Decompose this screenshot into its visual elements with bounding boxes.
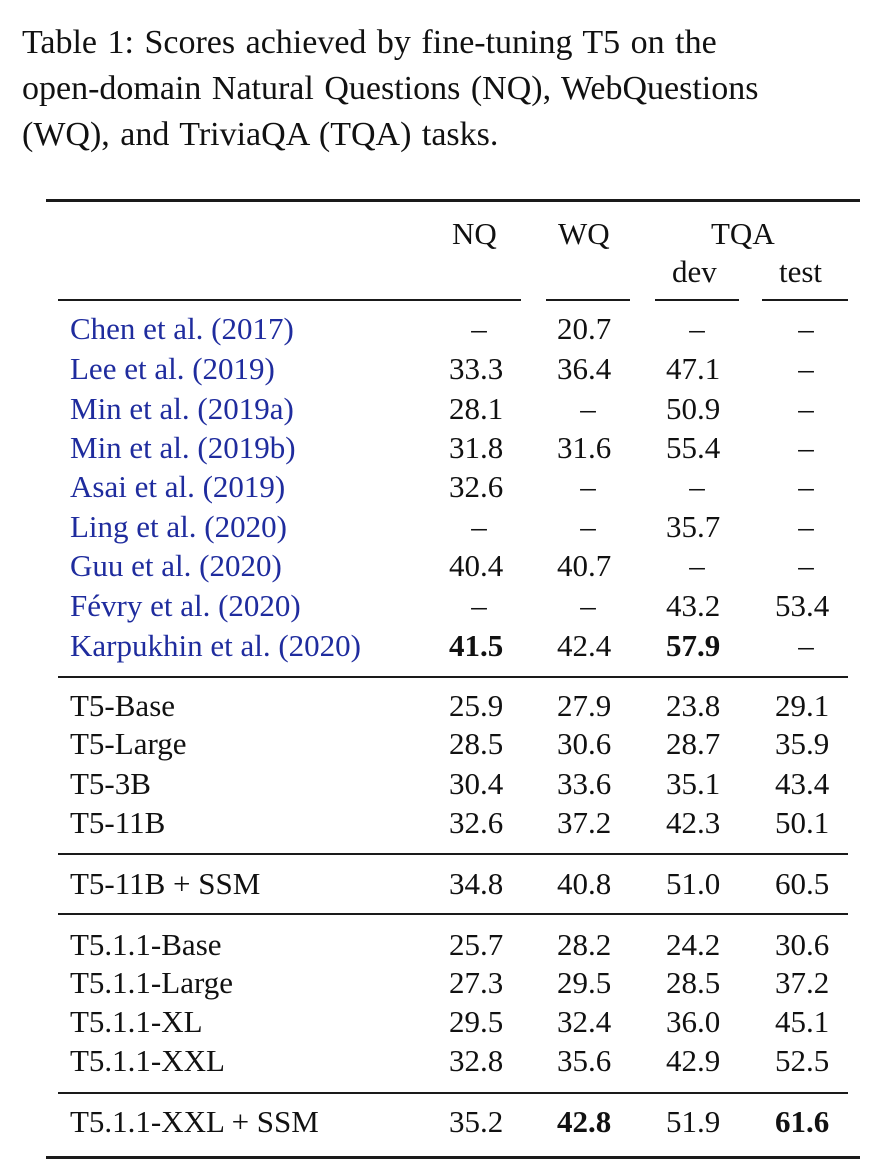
cell-nq: – [471, 588, 487, 623]
cell-test: 29.1 [775, 688, 830, 723]
caption-line-3: (WQ), and TriviaQA (TQA) tasks. [22, 116, 499, 153]
header-rule-label [58, 299, 440, 301]
row-label: T5-11B [70, 805, 166, 840]
table-row [0, 864, 887, 904]
header-test: test [779, 254, 823, 289]
citation-link[interactable]: Chen et al. (2017) [70, 311, 294, 346]
header-dev: dev [672, 254, 717, 289]
cell-wq: 28.2 [557, 927, 612, 962]
citation-link[interactable]: Min et al. (2019b) [70, 430, 296, 465]
row-label: T5.1.1-XXL + SSM [70, 1104, 319, 1139]
cell-wq: 31.6 [557, 430, 612, 465]
cell-dev: 35.7 [666, 509, 721, 544]
cell-nq: 25.7 [449, 927, 504, 962]
header-rule-test [762, 299, 848, 301]
cell-nq: 41.5 [449, 628, 504, 663]
cell-test: – [798, 628, 814, 663]
cell-nq: 28.1 [449, 391, 504, 426]
cell-nq: 34.8 [449, 866, 504, 901]
cell-nq: 28.5 [449, 726, 504, 761]
cell-wq: 42.8 [557, 1104, 612, 1139]
caption-line-2: open-domain Natural Questions (NQ), WebQuestions [22, 70, 759, 107]
cell-nq: 27.3 [449, 965, 504, 1000]
citation-link[interactable]: Asai et al. (2019) [70, 469, 286, 504]
row-label: T5.1.1-XXL [70, 1043, 225, 1078]
row-label: T5-3B [70, 766, 151, 801]
table-row [0, 1102, 887, 1142]
cell-dev: 28.7 [666, 726, 721, 761]
header-tqa: TQA [711, 216, 775, 251]
cell-test: – [798, 469, 814, 504]
table-row [0, 925, 887, 965]
cell-nq: 29.5 [449, 1004, 504, 1039]
row-label: T5.1.1-Large [70, 965, 233, 1000]
citation-link[interactable]: Guu et al. (2020) [70, 548, 282, 583]
cell-dev: 28.5 [666, 965, 721, 1000]
table-row [0, 803, 887, 843]
table-row [0, 1002, 887, 1042]
header-wq: WQ [558, 216, 610, 251]
cell-test: 52.5 [775, 1043, 830, 1078]
cell-test: – [798, 548, 814, 583]
citation-link[interactable]: Lee et al. (2019) [70, 351, 275, 386]
cell-dev: 42.9 [666, 1043, 721, 1078]
cell-dev: 51.9 [666, 1104, 721, 1139]
table-row [0, 507, 887, 547]
table-top-rule [46, 199, 860, 202]
cell-test: 50.1 [775, 805, 830, 840]
cell-dev: 57.9 [666, 628, 721, 663]
table-row [0, 626, 887, 666]
cell-wq: 36.4 [557, 351, 612, 386]
cell-nq: 32.8 [449, 1043, 504, 1078]
cell-dev: 51.0 [666, 866, 721, 901]
row-label: T5-Base [70, 688, 176, 723]
table-row [0, 389, 887, 429]
table-row [0, 724, 887, 764]
cell-dev: 23.8 [666, 688, 721, 723]
cell-test: 60.5 [775, 866, 830, 901]
cell-nq: 33.3 [449, 351, 504, 386]
cell-wq: 35.6 [557, 1043, 612, 1078]
cell-wq: 32.4 [557, 1004, 612, 1039]
cell-dev: 43.2 [666, 588, 721, 623]
table-row [0, 686, 887, 726]
cell-test: 43.4 [775, 766, 830, 801]
cell-dev: 42.3 [666, 805, 721, 840]
cell-test: – [798, 430, 814, 465]
citation-link[interactable]: Ling et al. (2020) [70, 509, 287, 544]
cell-wq: 37.2 [557, 805, 612, 840]
cell-wq: 40.7 [557, 548, 612, 583]
cell-test: 53.4 [775, 588, 830, 623]
cell-wq: – [580, 391, 596, 426]
group-separator-rule [58, 853, 848, 855]
header-rule-dev [655, 299, 739, 301]
cell-nq: 40.4 [449, 548, 504, 583]
cell-test: 30.6 [775, 927, 830, 962]
cell-dev: 24.2 [666, 927, 721, 962]
cell-dev: – [689, 548, 705, 583]
group-separator-rule [58, 676, 848, 678]
row-label: T5-11B + SSM [70, 866, 261, 901]
cell-dev: 55.4 [666, 430, 721, 465]
cell-test: – [798, 311, 814, 346]
cell-test: – [798, 351, 814, 386]
cell-nq: – [471, 509, 487, 544]
table-row [0, 764, 887, 804]
header-rule-wq [546, 299, 630, 301]
cell-nq: 31.8 [449, 430, 504, 465]
caption-line-1: Table 1: Scores achieved by fine-tuning T5 on the [22, 24, 717, 61]
table-row [0, 586, 887, 626]
cell-nq: – [471, 311, 487, 346]
cell-test: 35.9 [775, 726, 830, 761]
cell-test: 37.2 [775, 965, 830, 1000]
header-nq: NQ [452, 216, 497, 251]
table-row [0, 963, 887, 1003]
cell-wq: 29.5 [557, 965, 612, 1000]
cell-wq: 33.6 [557, 766, 612, 801]
header-rule-nq [437, 299, 521, 301]
citation-link[interactable]: Karpukhin et al. (2020) [70, 628, 361, 663]
table-row [0, 349, 887, 389]
cell-dev: 50.9 [666, 391, 721, 426]
cell-dev: 35.1 [666, 766, 721, 801]
cell-wq: 40.8 [557, 866, 612, 901]
cell-test: 61.6 [775, 1104, 830, 1139]
citation-link[interactable]: Min et al. (2019a) [70, 391, 294, 426]
cell-test: – [798, 391, 814, 426]
cell-test: 45.1 [775, 1004, 830, 1039]
table-row [0, 467, 887, 507]
cell-nq: 25.9 [449, 688, 504, 723]
group-separator-rule [58, 1092, 848, 1094]
table-row [0, 1041, 887, 1081]
cell-wq: – [580, 588, 596, 623]
table-row [0, 309, 887, 349]
row-label: T5.1.1-XL [70, 1004, 203, 1039]
cell-test: – [798, 509, 814, 544]
group-separator-rule [58, 913, 848, 915]
cell-nq: 32.6 [449, 805, 504, 840]
cell-dev: 36.0 [666, 1004, 721, 1039]
cell-wq: – [580, 469, 596, 504]
cell-wq: – [580, 509, 596, 544]
cell-wq: 42.4 [557, 628, 612, 663]
cell-dev: – [689, 469, 705, 504]
cell-wq: 20.7 [557, 311, 612, 346]
row-label: T5.1.1-Base [70, 927, 222, 962]
cell-nq: 32.6 [449, 469, 504, 504]
cell-nq: 35.2 [449, 1104, 504, 1139]
row-label: T5-Large [70, 726, 187, 761]
cell-wq: 30.6 [557, 726, 612, 761]
cell-dev: 47.1 [666, 351, 721, 386]
citation-link[interactable]: Févry et al. (2020) [70, 588, 301, 623]
cell-dev: – [689, 311, 705, 346]
cell-wq: 27.9 [557, 688, 612, 723]
table-caption [22, 20, 887, 158]
table-row [0, 546, 887, 586]
table-row [0, 428, 887, 468]
table-bottom-rule [46, 1156, 860, 1159]
cell-nq: 30.4 [449, 766, 504, 801]
